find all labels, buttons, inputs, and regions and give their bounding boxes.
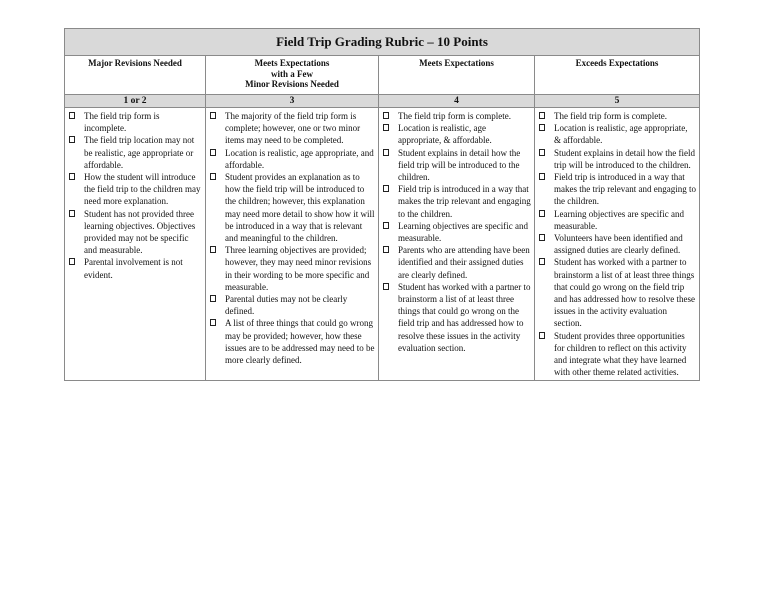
checkbox-bullet-icon xyxy=(210,173,216,180)
score-row xyxy=(65,95,700,108)
checkbox-bullet-icon xyxy=(210,246,216,253)
score-major-revisions: 1 or 2 xyxy=(65,95,206,108)
criteria-text: How the student will introduce the field trip to the children may need more explanation. xyxy=(84,172,201,207)
score-meets-minor-revisions: 3 xyxy=(206,95,379,108)
criteria-item xyxy=(537,122,696,146)
criteria-item xyxy=(208,244,375,293)
checkbox-bullet-icon xyxy=(539,149,545,156)
criteria-item xyxy=(381,183,531,220)
rubric-title: Field Trip Grading Rubric – 10 Points xyxy=(65,29,700,56)
criteria-item xyxy=(537,110,696,122)
criteria-text: Location is realistic, age appropriate, and affordable. xyxy=(225,147,374,170)
checkbox-bullet-icon xyxy=(539,112,545,119)
criteria-item xyxy=(208,317,375,366)
criteria-item xyxy=(208,171,375,244)
checkbox-bullet-icon xyxy=(383,283,389,290)
score-exceeds-expectations: 5 xyxy=(535,95,700,108)
criteria-text: Location is realistic, age appropriate, & affordable. xyxy=(554,123,688,146)
criteria-text: Student has worked with a partner to brainstorm a list of at least three things that could go wrong on the field trip and has addressed how to resolve these issues in the activity evaluation section. xyxy=(398,281,531,353)
checkbox-bullet-icon xyxy=(210,112,216,119)
criteria-text: The field trip form is complete. xyxy=(398,111,511,121)
criteria-list xyxy=(537,110,696,378)
checkbox-bullet-icon xyxy=(539,234,545,241)
header-line: Minor Revisions Needed xyxy=(245,79,339,89)
criteria-item xyxy=(381,147,531,184)
checkbox-bullet-icon xyxy=(69,258,75,265)
criteria-text: The field trip form is complete. xyxy=(554,111,667,121)
checkbox-bullet-icon xyxy=(69,136,75,143)
criteria-meets-minor-revisions xyxy=(206,108,379,381)
header-line: Meets Expectations xyxy=(419,58,494,68)
header-line: with a Few xyxy=(271,68,313,79)
criteria-row xyxy=(65,108,700,381)
header-exceeds-expectations xyxy=(535,56,700,95)
score-meets-expectations: 4 xyxy=(379,95,535,108)
criteria-text: Student provides three opportunities for children to reflect on this activity and integrate what they have learned with other theme related activities. xyxy=(554,330,687,378)
checkbox-bullet-icon xyxy=(383,112,389,119)
criteria-item xyxy=(537,147,696,171)
criteria-text: Parental involvement is not evident. xyxy=(84,257,183,280)
checkbox-bullet-icon xyxy=(69,112,75,119)
checkbox-bullet-icon xyxy=(383,124,389,131)
criteria-text: Student explains in detail how the field trip will be introduced to the children. xyxy=(398,147,521,183)
criteria-exceeds-expectations xyxy=(535,108,700,381)
header-line: Exceeds Expectations xyxy=(575,58,659,68)
criteria-item xyxy=(537,256,696,329)
criteria-item xyxy=(537,171,696,208)
checkbox-bullet-icon xyxy=(383,222,389,229)
header-line: Meets Expectations xyxy=(254,58,330,68)
criteria-item xyxy=(67,256,202,280)
checkbox-bullet-icon xyxy=(539,173,545,180)
criteria-list xyxy=(208,110,375,366)
rubric-table xyxy=(64,28,700,381)
checkbox-bullet-icon xyxy=(539,332,545,339)
header-line: Major Revisions Needed xyxy=(88,58,182,68)
criteria-text: Student has not provided three learning objectives. Objectives provided may not be specific and measurable. xyxy=(84,208,196,256)
criteria-item xyxy=(537,330,696,379)
header-major-revisions xyxy=(65,56,206,95)
criteria-text: The field trip form is incomplete. xyxy=(84,111,160,134)
checkbox-bullet-icon xyxy=(69,173,75,180)
checkbox-bullet-icon xyxy=(69,210,75,217)
criteria-text: Location is realistic, age appropriate, & affordable. xyxy=(398,123,492,146)
criteria-major-revisions xyxy=(65,108,206,381)
criteria-item xyxy=(67,110,202,134)
criteria-item xyxy=(67,134,202,171)
criteria-text: The field trip location may not be realistic, age appropriate or affordable. xyxy=(84,135,195,170)
criteria-item xyxy=(381,122,531,146)
checkbox-bullet-icon xyxy=(383,149,389,156)
criteria-item xyxy=(208,110,375,147)
checkbox-bullet-icon xyxy=(539,258,545,265)
checkbox-bullet-icon xyxy=(539,124,545,131)
criteria-text: Three learning objectives are provided; however, they may need minor revisions in their wording to be more specific and measurable. xyxy=(225,245,372,292)
criteria-text: Student provides an explanation as to how the field trip will be introduced to the children; however, this explanation may need more detail to show how it will be introduced in a way that is relevant and meaningful to the children. xyxy=(225,172,375,244)
criteria-text: A list of three things that could go wrong may be provided; however, how these issues are to be addressed may need to be more clearly defined. xyxy=(225,318,375,366)
criteria-item xyxy=(381,110,531,122)
criteria-text: The majority of the field trip form is complete; however, one or two minor items may need to be completed. xyxy=(225,111,361,146)
criteria-item xyxy=(208,147,375,171)
criteria-item xyxy=(67,208,202,257)
criteria-text: Field trip is introduced in a way that makes the trip relevant and engaging to the children. xyxy=(398,184,531,219)
criteria-item xyxy=(67,171,202,208)
header-meets-minor-revisions xyxy=(206,56,379,95)
criteria-list xyxy=(67,110,202,281)
criteria-list xyxy=(381,110,531,354)
checkbox-bullet-icon xyxy=(383,185,389,192)
criteria-item xyxy=(381,220,531,244)
criteria-item xyxy=(537,232,696,256)
criteria-item xyxy=(208,293,375,317)
criteria-text: Learning objectives are specific and measurable. xyxy=(554,208,684,231)
criteria-text: Student has worked with a partner to brainstorm a list of at least three things that could go wrong on the field trip and has addressed how to resolve these issues in the activity evaluation section. xyxy=(554,257,695,329)
criteria-item xyxy=(537,208,696,232)
criteria-text: Parents who are attending have been identified and their assigned duties are clearly defined. xyxy=(398,245,530,280)
criteria-text: Student explains in detail how the field trip will be introduced to the children. xyxy=(554,147,695,170)
checkbox-bullet-icon xyxy=(539,210,545,217)
criteria-item xyxy=(381,244,531,281)
criteria-item xyxy=(381,281,531,354)
criteria-text: Learning objectives are specific and measurable. xyxy=(398,220,528,244)
checkbox-bullet-icon xyxy=(210,295,216,302)
checkbox-bullet-icon xyxy=(383,246,389,253)
criteria-meets-expectations xyxy=(379,108,535,381)
checkbox-bullet-icon xyxy=(210,319,216,326)
header-row xyxy=(65,56,700,95)
criteria-text: Parental duties may not be clearly defined. xyxy=(225,294,348,317)
criteria-text: Field trip is introduced in a way that makes the trip relevant and engaging to the children. xyxy=(554,172,696,207)
checkbox-bullet-icon xyxy=(210,149,216,156)
criteria-text: Volunteers have been identified and assigned duties are clearly defined. xyxy=(554,233,683,256)
header-meets-expectations xyxy=(379,56,535,95)
